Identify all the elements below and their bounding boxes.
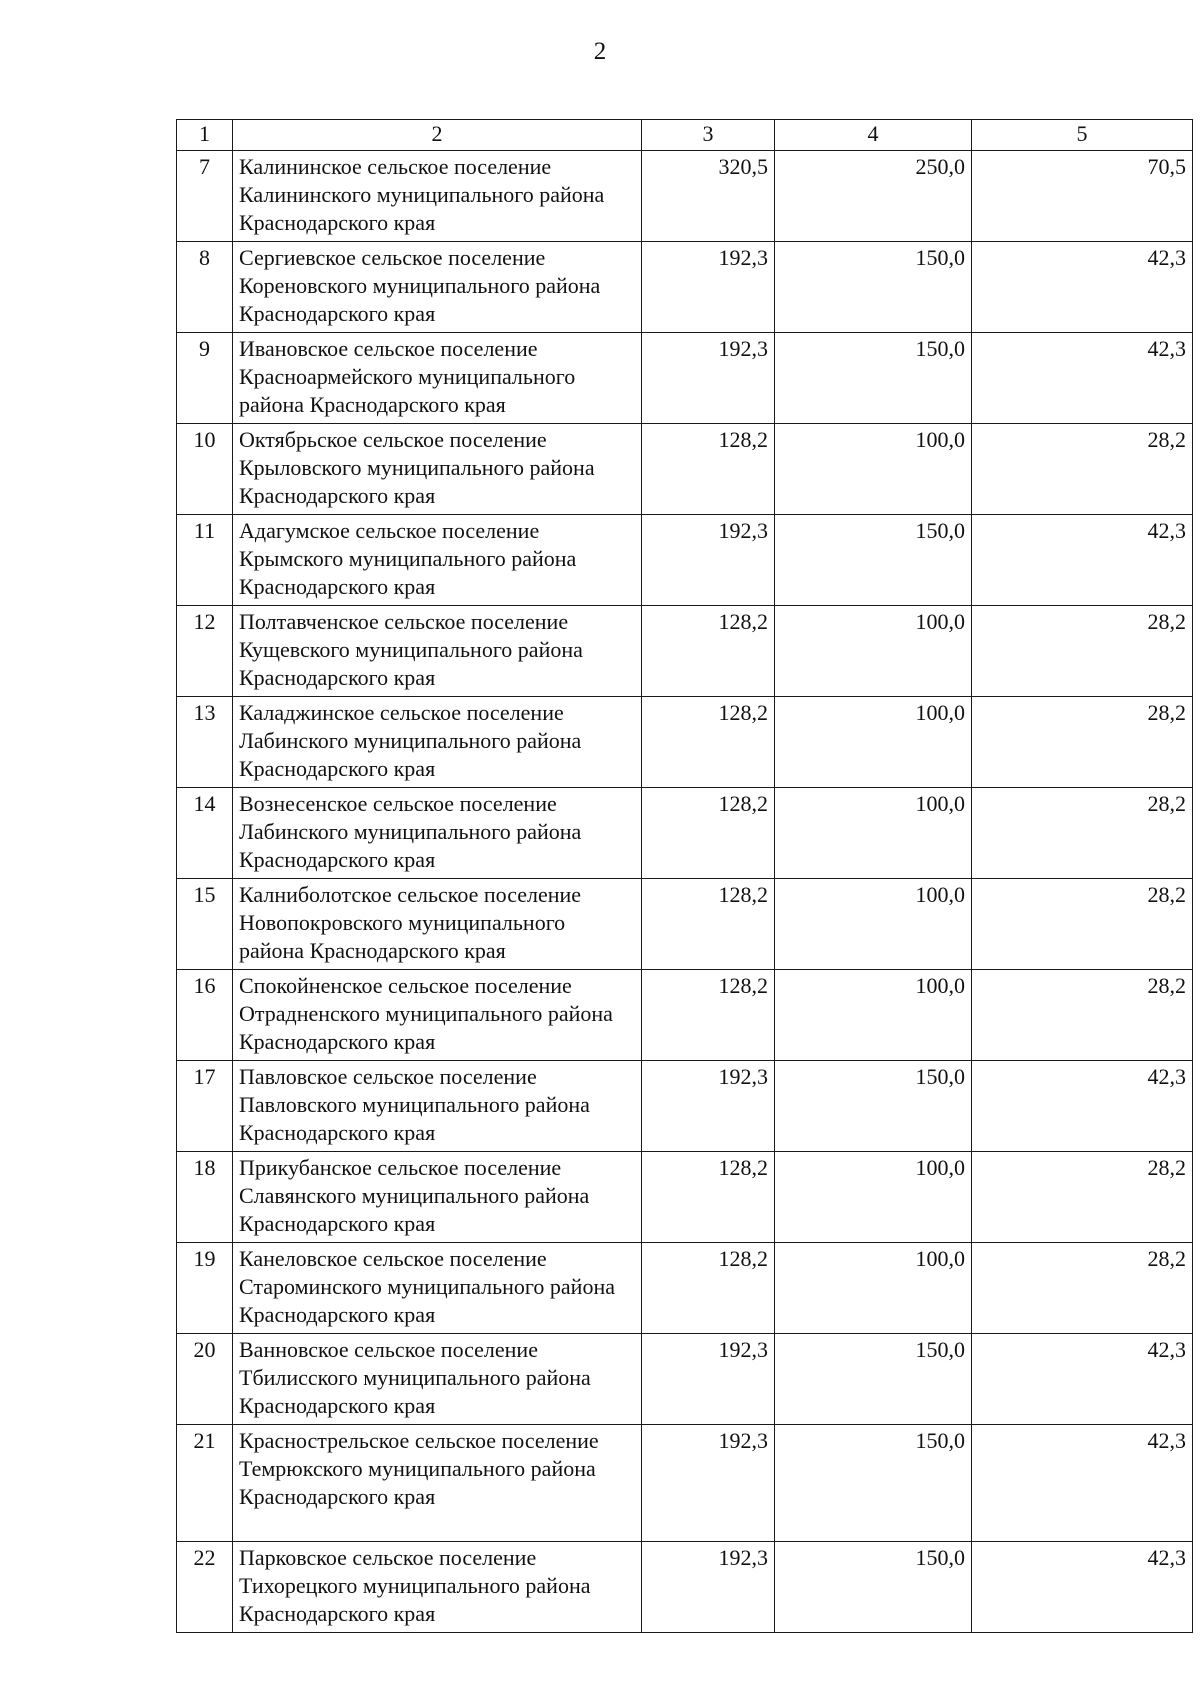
value-col3: 192,3: [642, 1334, 775, 1425]
value-col5: 70,5: [972, 151, 1193, 242]
value-col5: 28,2: [972, 879, 1193, 970]
settlement-name: Павловское сельское поселение Павловского муниципального района Краснодарского края: [233, 1061, 642, 1152]
value-col5: 28,2: [972, 424, 1193, 515]
table-row: [177, 1425, 1193, 1542]
table-row: [177, 515, 1193, 606]
value-col3: 192,3: [642, 1061, 775, 1152]
value-col4: 100,0: [775, 1152, 972, 1243]
settlement-name: Калниболотское сельское поселение Новопокровского муниципального района Краснодарского края: [233, 879, 642, 970]
row-number: 18: [177, 1152, 233, 1243]
allocation-table: [176, 119, 1193, 1633]
table-row: [177, 151, 1193, 242]
value-col4: 150,0: [775, 515, 972, 606]
value-col3: 128,2: [642, 879, 775, 970]
row-number: 22: [177, 1542, 233, 1633]
table-row: [177, 1542, 1193, 1633]
row-number: 15: [177, 879, 233, 970]
column-header: 5: [972, 120, 1193, 151]
row-number: 10: [177, 424, 233, 515]
value-col3: 128,2: [642, 1152, 775, 1243]
settlement-name: Прикубанское сельское поселение Славянского муниципального района Краснодарского края: [233, 1152, 642, 1243]
row-number: 13: [177, 697, 233, 788]
value-col5: 42,3: [972, 333, 1193, 424]
table-row: [177, 1334, 1193, 1425]
value-col4: 100,0: [775, 879, 972, 970]
table-header-row: [177, 120, 1193, 151]
column-header: 2: [233, 120, 642, 151]
settlement-name: Ивановское сельское поселение Красноармейского муниципального района Краснодарского края: [233, 333, 642, 424]
value-col5: 28,2: [972, 1243, 1193, 1334]
value-col5: 42,3: [972, 1061, 1193, 1152]
settlement-name: Октябрьское сельское поселение Крыловского муниципального района Краснодарского края: [233, 424, 642, 515]
table-row: [177, 1152, 1193, 1243]
row-number: 14: [177, 788, 233, 879]
value-col3: 128,2: [642, 788, 775, 879]
table-row: [177, 242, 1193, 333]
table-row: [177, 970, 1193, 1061]
value-col3: 192,3: [642, 333, 775, 424]
table-row: [177, 1243, 1193, 1334]
value-col5: 28,2: [972, 788, 1193, 879]
settlement-name: Вознесенское сельское поселение Лабинского муниципального района Краснодарского края: [233, 788, 642, 879]
settlement-name: Адагумское сельское поселение Крымского муниципального района Краснодарского края: [233, 515, 642, 606]
column-header: 3: [642, 120, 775, 151]
value-col3: 128,2: [642, 697, 775, 788]
value-col3: 320,5: [642, 151, 775, 242]
table-row: [177, 697, 1193, 788]
value-col4: 150,0: [775, 333, 972, 424]
row-number: 9: [177, 333, 233, 424]
value-col4: 100,0: [775, 424, 972, 515]
settlement-name: Калининское сельское поселение Калининского муниципального района Краснодарского края: [233, 151, 642, 242]
value-col4: 150,0: [775, 1542, 972, 1633]
settlement-name: Сергиевское сельское поселение Кореновского муниципального района Краснодарского края: [233, 242, 642, 333]
value-col4: 100,0: [775, 606, 972, 697]
table-row: [177, 788, 1193, 879]
value-col4: 100,0: [775, 697, 972, 788]
value-col3: 128,2: [642, 970, 775, 1061]
value-col5: 28,2: [972, 606, 1193, 697]
settlement-name: Краснострельское сельское поселение Темрюкского муниципального района Краснодарского края: [233, 1425, 642, 1542]
table-row: [177, 424, 1193, 515]
value-col4: 100,0: [775, 788, 972, 879]
value-col4: 100,0: [775, 1243, 972, 1334]
row-number: 8: [177, 242, 233, 333]
column-header: 4: [775, 120, 972, 151]
value-col4: 250,0: [775, 151, 972, 242]
value-col4: 150,0: [775, 1425, 972, 1542]
value-col4: 100,0: [775, 970, 972, 1061]
settlement-name: Спокойненское сельское поселение Отрадненского муниципального района Краснодарского края: [233, 970, 642, 1061]
value-col3: 192,3: [642, 1425, 775, 1542]
value-col3: 128,2: [642, 424, 775, 515]
value-col3: 192,3: [642, 515, 775, 606]
row-number: 11: [177, 515, 233, 606]
value-col5: 42,3: [972, 1334, 1193, 1425]
row-number: 19: [177, 1243, 233, 1334]
value-col3: 128,2: [642, 606, 775, 697]
row-number: 16: [177, 970, 233, 1061]
value-col5: 42,3: [972, 1542, 1193, 1633]
table-row: [177, 333, 1193, 424]
column-header: 1: [177, 120, 233, 151]
table-row: [177, 606, 1193, 697]
table-row: [177, 879, 1193, 970]
value-col3: 128,2: [642, 1243, 775, 1334]
settlement-name: Канеловское сельское поселение Староминского муниципального района Краснодарского края: [233, 1243, 642, 1334]
settlement-name: Каладжинское сельское поселение Лабинского муниципального района Краснодарского края: [233, 697, 642, 788]
settlement-name: Парковское сельское поселение Тихорецкого муниципального района Краснодарского края: [233, 1542, 642, 1633]
value-col5: 42,3: [972, 242, 1193, 333]
settlement-name: Полтавченское сельское поселение Кущевского муниципального района Краснодарского края: [233, 606, 642, 697]
value-col5: 28,2: [972, 970, 1193, 1061]
value-col4: 150,0: [775, 242, 972, 333]
value-col3: 192,3: [642, 1542, 775, 1633]
settlement-name: Ванновское сельское поселение Тбилисского муниципального района Краснодарского края: [233, 1334, 642, 1425]
value-col5: 28,2: [972, 1152, 1193, 1243]
value-col5: 28,2: [972, 697, 1193, 788]
row-number: 21: [177, 1425, 233, 1542]
value-col5: 42,3: [972, 1425, 1193, 1542]
value-col3: 192,3: [642, 242, 775, 333]
value-col4: 150,0: [775, 1334, 972, 1425]
row-number: 17: [177, 1061, 233, 1152]
row-number: 12: [177, 606, 233, 697]
value-col5: 42,3: [972, 515, 1193, 606]
table-row: [177, 1061, 1193, 1152]
row-number: 7: [177, 151, 233, 242]
value-col4: 150,0: [775, 1061, 972, 1152]
row-number: 20: [177, 1334, 233, 1425]
page-number: 2: [593, 38, 607, 65]
